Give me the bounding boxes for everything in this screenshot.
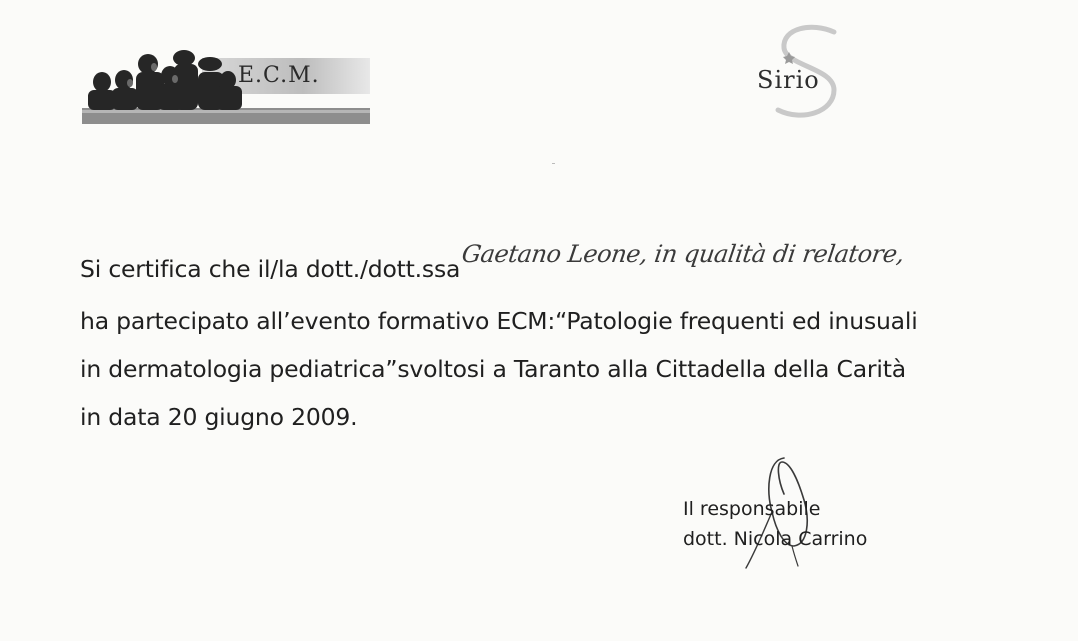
- certificate-line-4: in data 20 giugno 2009.: [80, 403, 358, 431]
- signatory-name: dott. Nicola Carrino: [683, 528, 868, 550]
- scan-speck: [552, 163, 555, 164]
- signatory-title: Il responsabile: [683, 498, 821, 520]
- certificate-line-3: in dermatologia pediatrica”svoltosi a Taranto alla Cittadella della Carità: [80, 355, 906, 383]
- ecm-logo-text: E.C.M.: [238, 63, 320, 88]
- sirio-logo: [742, 18, 872, 128]
- ecm-logo: [82, 50, 370, 124]
- handwritten-recipient: Gaetano Leone, in qualità di relatore,: [460, 240, 906, 268]
- certificate-line-2: ha partecipato all’evento formativo ECM:“Patologie frequenti ed inusuali: [80, 307, 918, 335]
- sirio-logo-text: Sirio: [757, 66, 820, 94]
- certificate-line-1: Si certifica che il/la dott./dott.ssa: [80, 255, 461, 283]
- signatory-block: [683, 494, 867, 554]
